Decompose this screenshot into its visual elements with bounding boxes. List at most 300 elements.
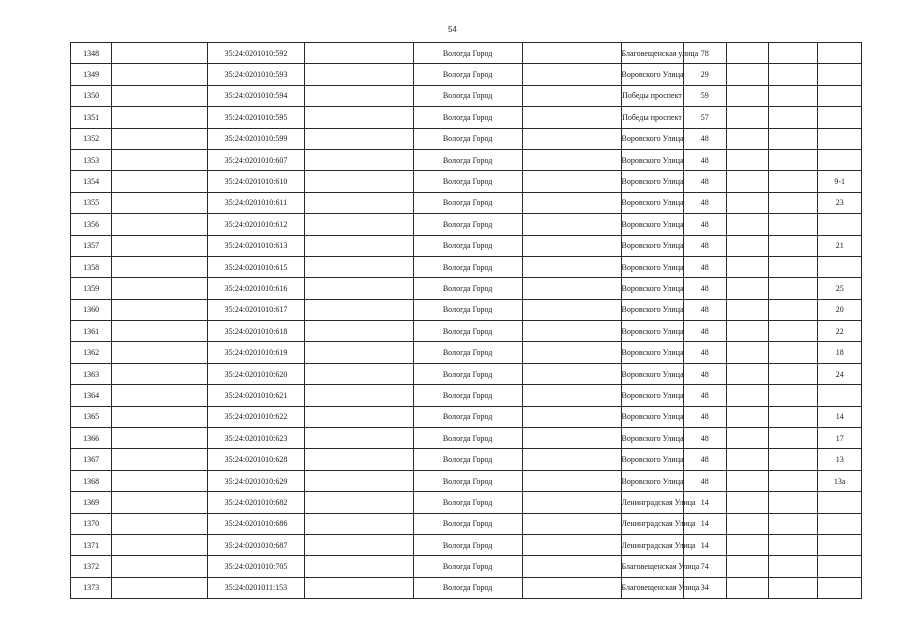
- apartment-cell: [818, 385, 862, 406]
- empty-cell: [522, 406, 621, 427]
- empty-cell: [112, 107, 208, 128]
- street-cell: Воровского Улица: [621, 428, 683, 449]
- empty-cell: [112, 406, 208, 427]
- house-number-cell: 48: [683, 149, 727, 170]
- table-row: [71, 385, 862, 406]
- empty-cell: [112, 85, 208, 106]
- empty-cell: [522, 428, 621, 449]
- house-number-cell: 48: [683, 342, 727, 363]
- empty-cell: [727, 428, 769, 449]
- house-number-cell: 34: [683, 577, 727, 598]
- empty-cell: [522, 107, 621, 128]
- empty-cell: [769, 449, 818, 470]
- table-row: [71, 492, 862, 513]
- street-cell: Воровского Улица: [621, 321, 683, 342]
- apartment-cell: [818, 534, 862, 555]
- empty-cell: [769, 235, 818, 256]
- house-number-cell: 48: [683, 449, 727, 470]
- empty-cell: [304, 513, 413, 534]
- apartment-cell: [818, 577, 862, 598]
- cadastral-number-cell: 35:24:0201010:599: [208, 128, 305, 149]
- street-cell: Воровского Улица: [621, 192, 683, 213]
- row-number-cell: 1364: [71, 385, 112, 406]
- table-row: [71, 577, 862, 598]
- table-row: [71, 534, 862, 555]
- house-number-cell: 48: [683, 321, 727, 342]
- street-cell: Воровского Улица: [621, 406, 683, 427]
- apartment-cell: 13а: [818, 470, 862, 491]
- empty-cell: [727, 149, 769, 170]
- empty-cell: [304, 149, 413, 170]
- cadastral-number-cell: 35:24:0201010:623: [208, 428, 305, 449]
- locality-cell: Вологда Город: [413, 342, 522, 363]
- apartment-cell: [818, 513, 862, 534]
- cadastral-number-cell: 35:24:0201010:682: [208, 492, 305, 513]
- apartment-cell: 23: [818, 192, 862, 213]
- street-cell: Воровского Улица: [621, 64, 683, 85]
- house-number-cell: 74: [683, 556, 727, 577]
- row-number-cell: 1370: [71, 513, 112, 534]
- row-number-cell: 1350: [71, 85, 112, 106]
- table-row: [71, 299, 862, 320]
- registry-table: [70, 42, 862, 599]
- empty-cell: [769, 192, 818, 213]
- cadastral-number-cell: 35:24:0201011:153: [208, 577, 305, 598]
- apartment-cell: [818, 256, 862, 277]
- locality-cell: Вологда Город: [413, 107, 522, 128]
- row-number-cell: 1369: [71, 492, 112, 513]
- locality-cell: Вологда Город: [413, 492, 522, 513]
- table-row: [71, 107, 862, 128]
- locality-cell: Вологда Город: [413, 299, 522, 320]
- table-row: [71, 278, 862, 299]
- locality-cell: Вологда Город: [413, 43, 522, 64]
- empty-cell: [522, 556, 621, 577]
- locality-cell: Вологда Город: [413, 556, 522, 577]
- empty-cell: [727, 556, 769, 577]
- empty-cell: [304, 342, 413, 363]
- street-cell: Благовещенская Улица: [621, 577, 683, 598]
- apartment-cell: [818, 492, 862, 513]
- empty-cell: [304, 299, 413, 320]
- empty-cell: [522, 192, 621, 213]
- row-number-cell: 1371: [71, 534, 112, 555]
- table-row: [71, 214, 862, 235]
- empty-cell: [522, 278, 621, 299]
- house-number-cell: 59: [683, 85, 727, 106]
- locality-cell: Вологда Город: [413, 470, 522, 491]
- cadastral-number-cell: 35:24:0201010:593: [208, 64, 305, 85]
- locality-cell: Вологда Город: [413, 171, 522, 192]
- street-cell: Воровского Улица: [621, 214, 683, 235]
- apartment-cell: 18: [818, 342, 862, 363]
- empty-cell: [112, 321, 208, 342]
- cadastral-number-cell: 35:24:0201010:615: [208, 256, 305, 277]
- empty-cell: [727, 385, 769, 406]
- empty-cell: [304, 492, 413, 513]
- table-row: [71, 85, 862, 106]
- house-number-cell: 14: [683, 492, 727, 513]
- cadastral-number-cell: 35:24:0201010:617: [208, 299, 305, 320]
- empty-cell: [727, 256, 769, 277]
- empty-cell: [112, 556, 208, 577]
- empty-cell: [727, 577, 769, 598]
- empty-cell: [769, 534, 818, 555]
- empty-cell: [769, 577, 818, 598]
- empty-cell: [727, 64, 769, 85]
- empty-cell: [522, 449, 621, 470]
- empty-cell: [727, 192, 769, 213]
- house-number-cell: 48: [683, 256, 727, 277]
- empty-cell: [304, 385, 413, 406]
- locality-cell: Вологда Город: [413, 534, 522, 555]
- table-row: [71, 43, 862, 64]
- empty-cell: [769, 214, 818, 235]
- empty-cell: [727, 43, 769, 64]
- empty-cell: [522, 256, 621, 277]
- street-cell: Ленинградская Улица: [621, 492, 683, 513]
- empty-cell: [304, 256, 413, 277]
- row-number-cell: 1365: [71, 406, 112, 427]
- empty-cell: [304, 107, 413, 128]
- empty-cell: [769, 278, 818, 299]
- empty-cell: [112, 534, 208, 555]
- table-row: [71, 342, 862, 363]
- street-cell: Ленинградская Улица: [621, 534, 683, 555]
- table-row: [71, 321, 862, 342]
- street-cell: Воровского Улица: [621, 385, 683, 406]
- table-row: [71, 64, 862, 85]
- empty-cell: [769, 256, 818, 277]
- street-cell: Воровского Улица: [621, 299, 683, 320]
- empty-cell: [769, 299, 818, 320]
- house-number-cell: 48: [683, 363, 727, 384]
- street-cell: Воровского Улица: [621, 449, 683, 470]
- row-number-cell: 1351: [71, 107, 112, 128]
- empty-cell: [112, 278, 208, 299]
- empty-cell: [769, 513, 818, 534]
- apartment-cell: [818, 85, 862, 106]
- apartment-cell: 20: [818, 299, 862, 320]
- apartment-cell: 13: [818, 449, 862, 470]
- table-row: [71, 149, 862, 170]
- house-number-cell: 14: [683, 513, 727, 534]
- cadastral-number-cell: 35:24:0201010:607: [208, 149, 305, 170]
- row-number-cell: 1354: [71, 171, 112, 192]
- apartment-cell: [818, 107, 862, 128]
- house-number-cell: 48: [683, 385, 727, 406]
- row-number-cell: 1359: [71, 278, 112, 299]
- cadastral-number-cell: 35:24:0201010:686: [208, 513, 305, 534]
- registry-body: [71, 43, 862, 599]
- cadastral-number-cell: 35:24:0201010:613: [208, 235, 305, 256]
- empty-cell: [522, 171, 621, 192]
- empty-cell: [727, 85, 769, 106]
- empty-cell: [769, 107, 818, 128]
- apartment-cell: 9-1: [818, 171, 862, 192]
- empty-cell: [304, 85, 413, 106]
- house-number-cell: 78: [683, 43, 727, 64]
- apartment-cell: 17: [818, 428, 862, 449]
- apartment-cell: 24: [818, 363, 862, 384]
- empty-cell: [112, 342, 208, 363]
- empty-cell: [304, 192, 413, 213]
- empty-cell: [727, 534, 769, 555]
- row-number-cell: 1355: [71, 192, 112, 213]
- locality-cell: Вологда Город: [413, 85, 522, 106]
- empty-cell: [112, 43, 208, 64]
- cadastral-number-cell: 35:24:0201010:595: [208, 107, 305, 128]
- empty-cell: [522, 235, 621, 256]
- empty-cell: [522, 64, 621, 85]
- empty-cell: [769, 556, 818, 577]
- row-number-cell: 1363: [71, 363, 112, 384]
- empty-cell: [522, 214, 621, 235]
- row-number-cell: 1348: [71, 43, 112, 64]
- empty-cell: [769, 321, 818, 342]
- empty-cell: [727, 171, 769, 192]
- house-number-cell: 48: [683, 406, 727, 427]
- empty-cell: [304, 556, 413, 577]
- empty-cell: [727, 278, 769, 299]
- empty-cell: [304, 278, 413, 299]
- locality-cell: Вологда Город: [413, 449, 522, 470]
- cadastral-number-cell: 35:24:0201010:620: [208, 363, 305, 384]
- locality-cell: Вологда Город: [413, 235, 522, 256]
- empty-cell: [112, 171, 208, 192]
- empty-cell: [727, 321, 769, 342]
- row-number-cell: 1349: [71, 64, 112, 85]
- empty-cell: [112, 428, 208, 449]
- empty-cell: [112, 128, 208, 149]
- empty-cell: [304, 43, 413, 64]
- street-cell: Ленинградская Улица: [621, 513, 683, 534]
- row-number-cell: 1357: [71, 235, 112, 256]
- house-number-cell: 48: [683, 214, 727, 235]
- empty-cell: [769, 128, 818, 149]
- apartment-cell: 25: [818, 278, 862, 299]
- table-row: [71, 513, 862, 534]
- empty-cell: [522, 492, 621, 513]
- empty-cell: [112, 214, 208, 235]
- cadastral-number-cell: 35:24:0201010:705: [208, 556, 305, 577]
- cadastral-number-cell: 35:24:0201010:611: [208, 192, 305, 213]
- empty-cell: [727, 235, 769, 256]
- empty-cell: [727, 214, 769, 235]
- street-cell: Воровского Улица: [621, 278, 683, 299]
- row-number-cell: 1367: [71, 449, 112, 470]
- empty-cell: [304, 577, 413, 598]
- row-number-cell: 1360: [71, 299, 112, 320]
- empty-cell: [112, 492, 208, 513]
- empty-cell: [304, 235, 413, 256]
- empty-cell: [522, 385, 621, 406]
- house-number-cell: 57: [683, 107, 727, 128]
- empty-cell: [304, 534, 413, 555]
- row-number-cell: 1356: [71, 214, 112, 235]
- locality-cell: Вологда Город: [413, 64, 522, 85]
- street-cell: Воровского Улица: [621, 171, 683, 192]
- cadastral-number-cell: 35:24:0201010:629: [208, 470, 305, 491]
- table-row: [71, 128, 862, 149]
- empty-cell: [304, 171, 413, 192]
- empty-cell: [727, 299, 769, 320]
- apartment-cell: [818, 214, 862, 235]
- empty-cell: [112, 64, 208, 85]
- locality-cell: Вологда Город: [413, 214, 522, 235]
- row-number-cell: 1368: [71, 470, 112, 491]
- empty-cell: [769, 492, 818, 513]
- empty-cell: [522, 128, 621, 149]
- cadastral-number-cell: 35:24:0201010:687: [208, 534, 305, 555]
- locality-cell: Вологда Город: [413, 577, 522, 598]
- empty-cell: [769, 342, 818, 363]
- street-cell: Воровского Улица: [621, 128, 683, 149]
- house-number-cell: 29: [683, 64, 727, 85]
- row-number-cell: 1373: [71, 577, 112, 598]
- empty-cell: [769, 85, 818, 106]
- empty-cell: [522, 534, 621, 555]
- locality-cell: Вологда Город: [413, 385, 522, 406]
- empty-cell: [727, 342, 769, 363]
- street-cell: Воровского Улица: [621, 149, 683, 170]
- row-number-cell: 1361: [71, 321, 112, 342]
- empty-cell: [522, 43, 621, 64]
- empty-cell: [522, 299, 621, 320]
- empty-cell: [769, 171, 818, 192]
- empty-cell: [304, 64, 413, 85]
- table-row: [71, 192, 862, 213]
- empty-cell: [112, 256, 208, 277]
- empty-cell: [522, 85, 621, 106]
- empty-cell: [769, 149, 818, 170]
- empty-cell: [304, 428, 413, 449]
- street-cell: Благовещенская улица: [621, 43, 683, 64]
- empty-cell: [769, 363, 818, 384]
- empty-cell: [304, 470, 413, 491]
- street-cell: Победы проспект: [621, 85, 683, 106]
- empty-cell: [304, 363, 413, 384]
- street-cell: Воровского Улица: [621, 470, 683, 491]
- cadastral-number-cell: 35:24:0201010:621: [208, 385, 305, 406]
- empty-cell: [727, 107, 769, 128]
- cadastral-number-cell: 35:24:0201010:618: [208, 321, 305, 342]
- apartment-cell: 21: [818, 235, 862, 256]
- empty-cell: [769, 428, 818, 449]
- empty-cell: [727, 449, 769, 470]
- row-number-cell: 1372: [71, 556, 112, 577]
- apartment-cell: [818, 64, 862, 85]
- house-number-cell: 14: [683, 534, 727, 555]
- row-number-cell: 1362: [71, 342, 112, 363]
- empty-cell: [727, 363, 769, 384]
- empty-cell: [112, 385, 208, 406]
- locality-cell: Вологда Город: [413, 513, 522, 534]
- empty-cell: [727, 128, 769, 149]
- empty-cell: [304, 214, 413, 235]
- street-cell: Воровского Улица: [621, 256, 683, 277]
- page-number: 54: [448, 25, 457, 34]
- house-number-cell: 48: [683, 428, 727, 449]
- empty-cell: [522, 149, 621, 170]
- empty-cell: [522, 577, 621, 598]
- house-number-cell: 48: [683, 235, 727, 256]
- cadastral-number-cell: 35:24:0201010:622: [208, 406, 305, 427]
- apartment-cell: 14: [818, 406, 862, 427]
- table-row: [71, 556, 862, 577]
- house-number-cell: 48: [683, 192, 727, 213]
- locality-cell: Вологда Город: [413, 149, 522, 170]
- empty-cell: [769, 385, 818, 406]
- table-row: [71, 470, 862, 491]
- house-number-cell: 48: [683, 278, 727, 299]
- table-row: [71, 171, 862, 192]
- empty-cell: [304, 128, 413, 149]
- empty-cell: [112, 470, 208, 491]
- empty-cell: [112, 299, 208, 320]
- row-number-cell: 1366: [71, 428, 112, 449]
- cadastral-number-cell: 35:24:0201010:616: [208, 278, 305, 299]
- empty-cell: [522, 363, 621, 384]
- table-row: [71, 449, 862, 470]
- empty-cell: [522, 470, 621, 491]
- empty-cell: [304, 321, 413, 342]
- row-number-cell: 1352: [71, 128, 112, 149]
- locality-cell: Вологда Город: [413, 256, 522, 277]
- empty-cell: [727, 470, 769, 491]
- empty-cell: [112, 149, 208, 170]
- cadastral-number-cell: 35:24:0201010:619: [208, 342, 305, 363]
- apartment-cell: [818, 128, 862, 149]
- cadastral-number-cell: 35:24:0201010:612: [208, 214, 305, 235]
- empty-cell: [727, 406, 769, 427]
- apartment-cell: 22: [818, 321, 862, 342]
- row-number-cell: 1353: [71, 149, 112, 170]
- table-row: [71, 256, 862, 277]
- street-cell: Воровского Улица: [621, 342, 683, 363]
- empty-cell: [727, 492, 769, 513]
- locality-cell: Вологда Город: [413, 321, 522, 342]
- table-row: [71, 428, 862, 449]
- empty-cell: [304, 449, 413, 470]
- locality-cell: Вологда Город: [413, 406, 522, 427]
- street-cell: Победы проспект: [621, 107, 683, 128]
- street-cell: Воровского Улица: [621, 363, 683, 384]
- table-row: [71, 363, 862, 384]
- street-cell: Воровского Улица: [621, 235, 683, 256]
- empty-cell: [522, 321, 621, 342]
- empty-cell: [112, 513, 208, 534]
- empty-cell: [769, 64, 818, 85]
- empty-cell: [304, 406, 413, 427]
- street-cell: Благовещенская Улица: [621, 556, 683, 577]
- locality-cell: Вологда Город: [413, 363, 522, 384]
- empty-cell: [112, 192, 208, 213]
- empty-cell: [112, 449, 208, 470]
- house-number-cell: 48: [683, 128, 727, 149]
- locality-cell: Вологда Город: [413, 278, 522, 299]
- house-number-cell: 48: [683, 470, 727, 491]
- locality-cell: Вологда Город: [413, 428, 522, 449]
- locality-cell: Вологда Город: [413, 128, 522, 149]
- row-number-cell: 1358: [71, 256, 112, 277]
- apartment-cell: [818, 43, 862, 64]
- house-number-cell: 48: [683, 171, 727, 192]
- apartment-cell: [818, 149, 862, 170]
- cadastral-number-cell: 35:24:0201010:594: [208, 85, 305, 106]
- table-row: [71, 406, 862, 427]
- apartment-cell: [818, 556, 862, 577]
